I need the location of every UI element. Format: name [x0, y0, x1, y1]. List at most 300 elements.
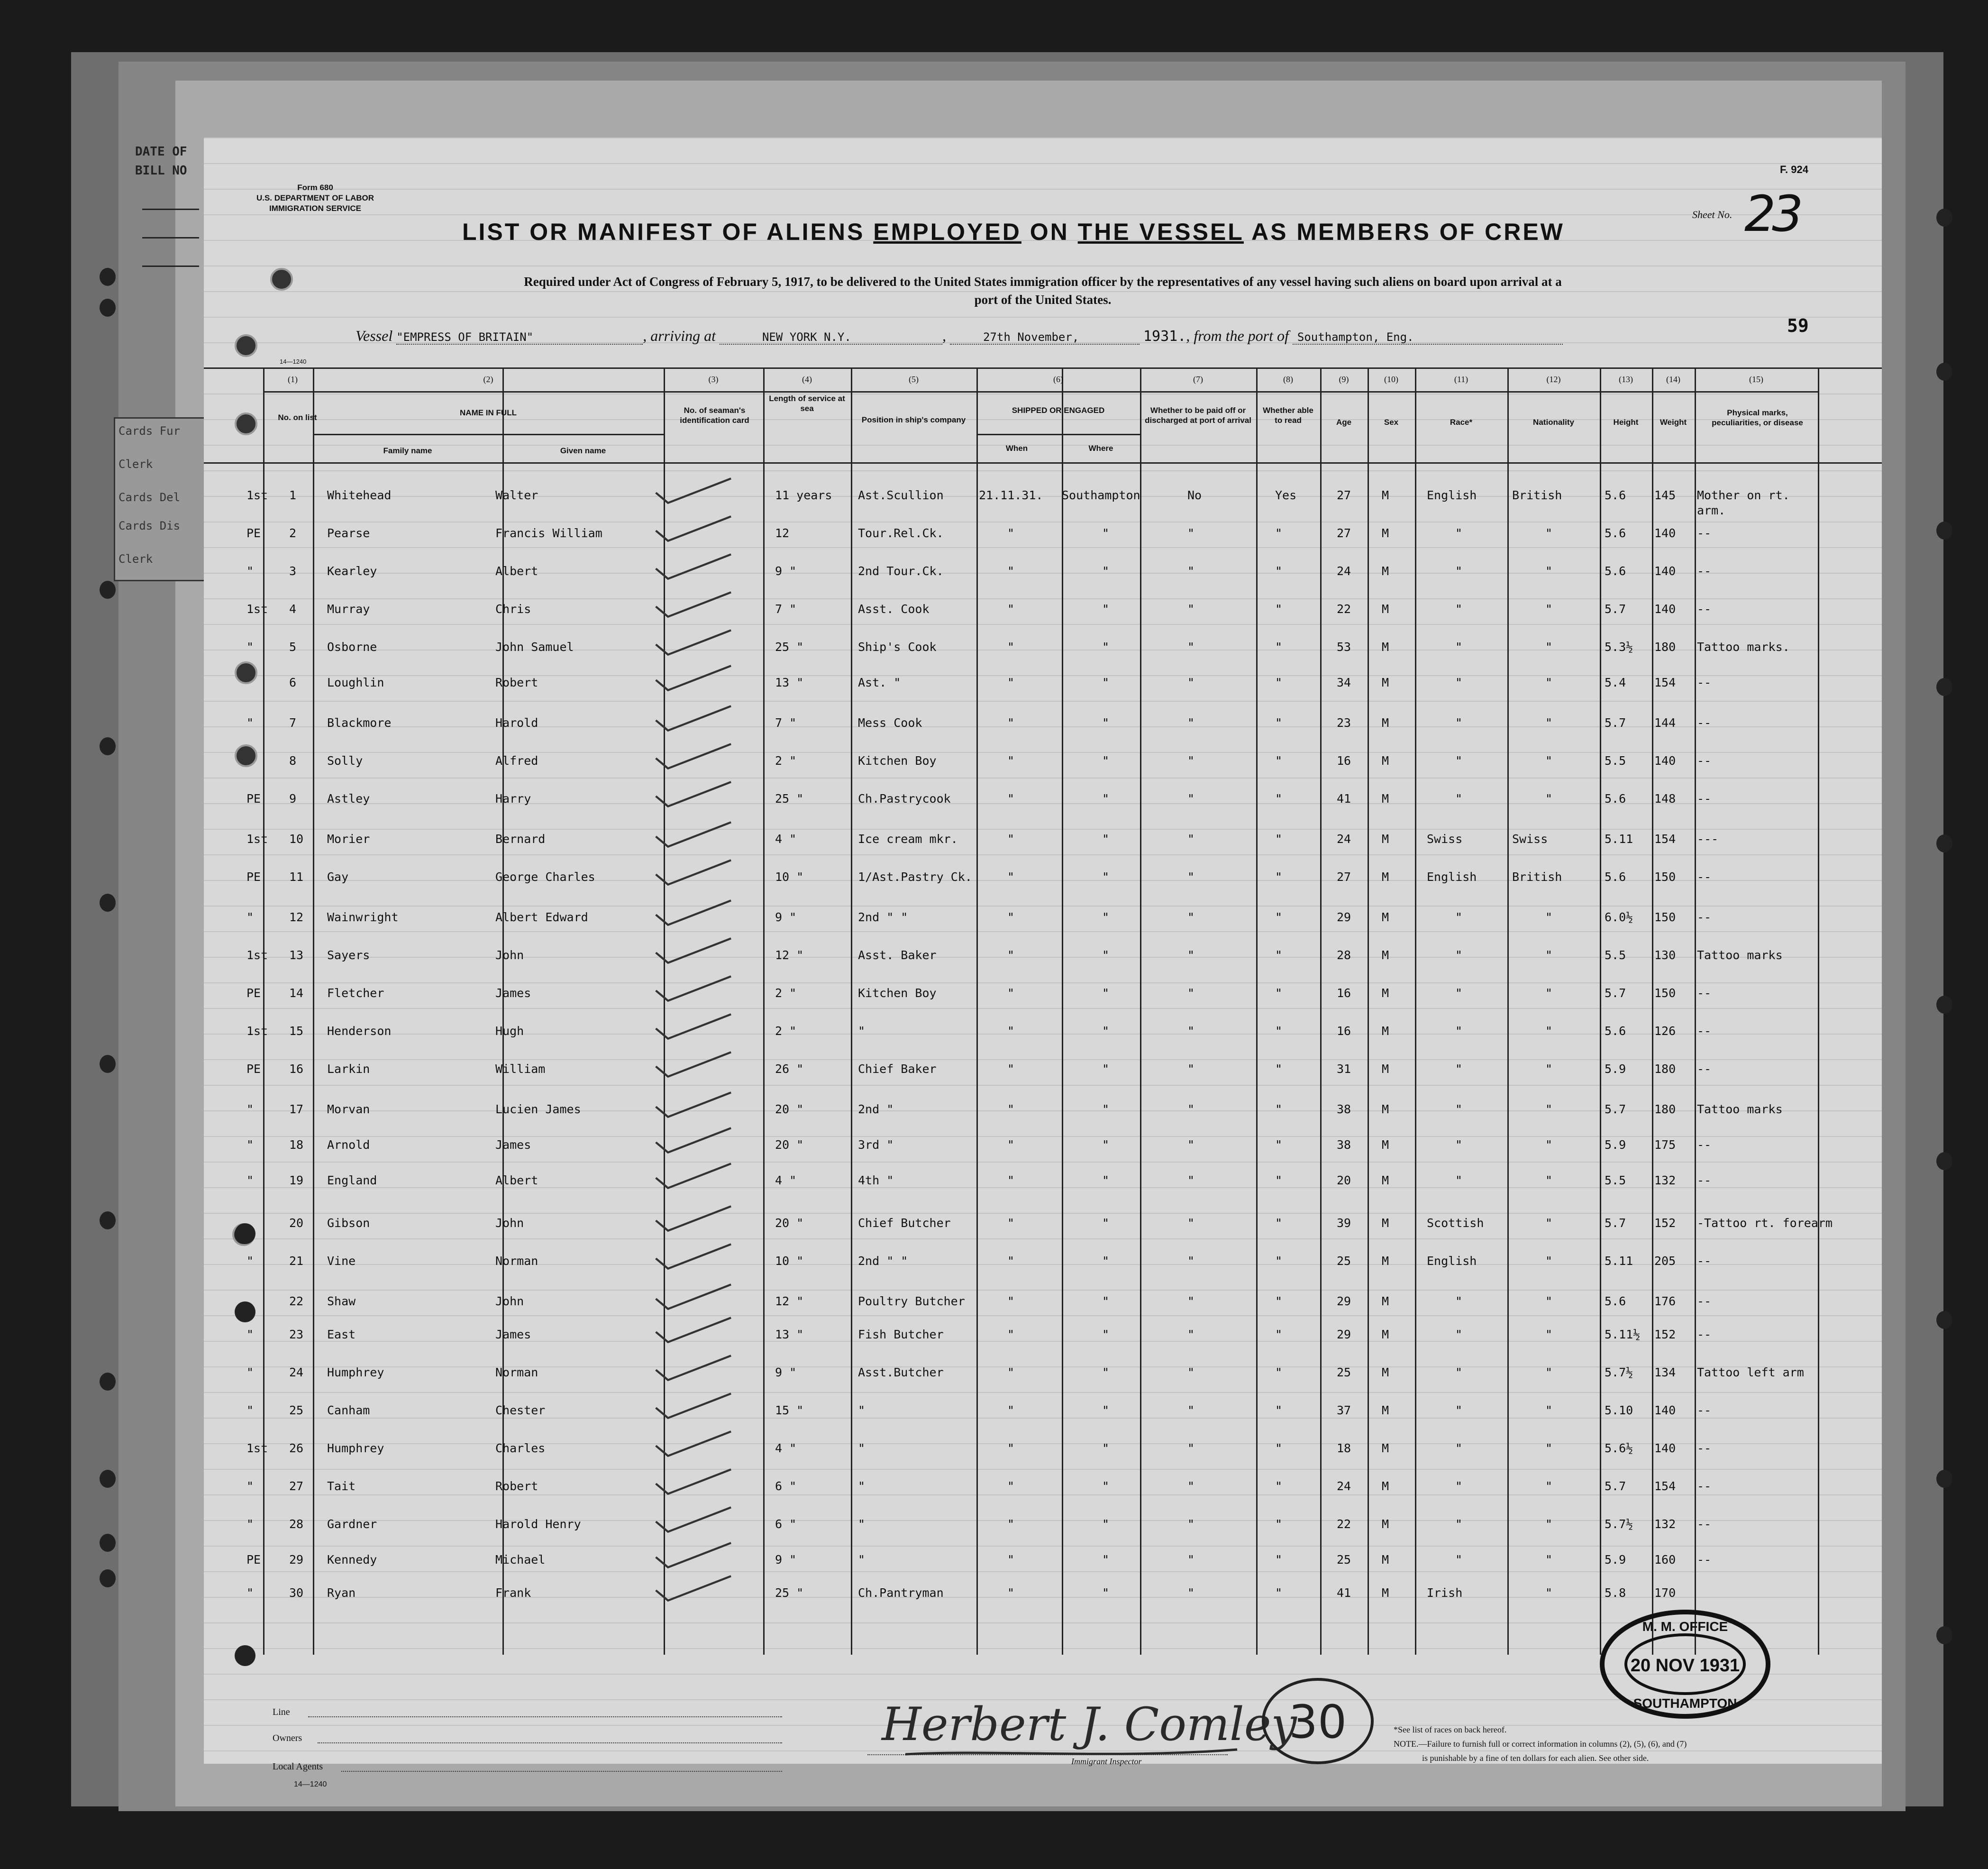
- cell-family: Morvan: [327, 1102, 370, 1116]
- cell-age: 29: [1337, 1328, 1351, 1341]
- cell-race: ": [1455, 640, 1463, 654]
- cell-height: 5.5: [1605, 948, 1626, 962]
- cell-service: 11 years: [775, 488, 832, 502]
- cell-when: ": [1007, 1365, 1015, 1379]
- cell-no: 15: [289, 1024, 304, 1038]
- cell-sex: M: [1382, 910, 1389, 924]
- cell-when: 21.11.31.: [979, 488, 1043, 502]
- cell-race: ": [1455, 948, 1463, 962]
- cell-family: Kennedy: [327, 1553, 377, 1567]
- cell-given: Chester: [495, 1403, 546, 1417]
- cell-height: 5.9: [1605, 1062, 1626, 1076]
- cell-marks: --: [1697, 910, 1712, 924]
- cell-age: 22: [1337, 602, 1351, 616]
- cell-service: 2 ": [775, 1024, 797, 1038]
- cell-marks: --: [1697, 526, 1712, 540]
- cell-position: Asst.Butcher: [858, 1365, 944, 1379]
- punch-hole-dark: [235, 1223, 255, 1244]
- binder-hole: [100, 894, 116, 912]
- agents-field: [341, 1771, 782, 1772]
- total-number: 30: [1288, 1695, 1347, 1749]
- cell-age: 53: [1337, 640, 1351, 654]
- cell-read: ": [1275, 564, 1283, 578]
- cell-marks: Tattoo marks: [1697, 948, 1783, 962]
- col-head-name: NAME IN FULL: [460, 408, 517, 417]
- agents-code: 14—1240: [294, 1780, 327, 1788]
- cell-cls: ": [246, 1254, 254, 1268]
- cell-marks: --: [1697, 602, 1712, 616]
- cell-marks: --: [1697, 1553, 1712, 1567]
- cell-nat: ": [1545, 792, 1553, 806]
- cell-nat: ": [1545, 1479, 1553, 1493]
- id-card-checkmark-icon: [647, 1354, 742, 1382]
- cell-read: ": [1275, 1254, 1283, 1268]
- cell-read: ": [1275, 1294, 1283, 1308]
- table-column-rule: [1256, 367, 1258, 1655]
- cell-position: Ship's Cook: [858, 640, 937, 654]
- cell-where: ": [1102, 1173, 1110, 1187]
- arriving-port: NEW YORK N.Y.: [720, 330, 942, 345]
- form-header: [251, 183, 379, 214]
- punch-hole: [235, 334, 257, 357]
- cell-read: ": [1275, 676, 1283, 689]
- cell-read: ": [1275, 602, 1283, 616]
- cell-nat: ": [1545, 1441, 1553, 1455]
- cell-family: Canham: [327, 1403, 370, 1417]
- cell-where: ": [1102, 870, 1110, 884]
- cell-nat: ": [1545, 1102, 1553, 1116]
- cell-no: 28: [289, 1517, 304, 1531]
- id-card-checkmark-icon: [647, 974, 742, 1003]
- cell-weight: 152: [1654, 1328, 1676, 1341]
- cell-nat: ": [1545, 1328, 1553, 1341]
- cell-cls: 1st: [246, 488, 268, 502]
- cell-given: Albert Edward: [495, 910, 588, 924]
- cell-cls: PE: [246, 870, 261, 884]
- cell-no: 29: [289, 1553, 304, 1567]
- cell-read: ": [1275, 716, 1283, 730]
- cell-service: 2 ": [775, 754, 797, 768]
- col-head-shipped: SHIPPED OR ENGAGED: [1012, 406, 1105, 415]
- cell-age: 29: [1337, 910, 1351, 924]
- cell-marks: --: [1697, 1294, 1712, 1308]
- cell-where: ": [1102, 716, 1110, 730]
- id-card-checkmark-icon: [647, 898, 742, 927]
- stub-date-label: DATE OF: [135, 145, 187, 159]
- binder-hole: [100, 1569, 116, 1587]
- cell-read: ": [1275, 526, 1283, 540]
- id-card-checkmark-icon: [647, 552, 742, 581]
- cell-no: 5: [289, 640, 297, 654]
- cell-service: 12 ": [775, 948, 804, 962]
- cell-no: 20: [289, 1216, 304, 1230]
- cell-position: Ice cream mkr.: [858, 832, 958, 846]
- id-card-checkmark-icon: [647, 1392, 742, 1420]
- fine-note-1: NOTE.—Failure to furnish full or correct information in columns (2), (5), (6), and (7): [1394, 1739, 1687, 1749]
- table-row-rule: [313, 434, 664, 435]
- cell-paid: ": [1187, 832, 1195, 846]
- cell-height: 5.4: [1605, 676, 1626, 689]
- cell-where: ": [1102, 1138, 1110, 1152]
- cell-height: 5.10: [1605, 1403, 1633, 1417]
- cell-service: 25 ": [775, 640, 804, 654]
- cell-where: ": [1102, 526, 1110, 540]
- cell-age: 16: [1337, 986, 1351, 1000]
- cell-given: Bernard: [495, 832, 546, 846]
- id-card-checkmark-icon: [647, 1574, 742, 1603]
- col-number: (13): [1619, 375, 1633, 384]
- cell-marks: -Tattoo rt. forearm: [1697, 1216, 1833, 1230]
- cell-given: James: [495, 986, 531, 1000]
- cell-when: ": [1007, 1024, 1015, 1038]
- stamp-date: 20 NOV 1931: [1630, 1656, 1740, 1676]
- cell-sex: M: [1382, 1403, 1389, 1417]
- stub-bill-label: BILL NO: [135, 164, 187, 178]
- cell-family: Osborne: [327, 640, 377, 654]
- col-head-no: No. on list: [278, 413, 317, 422]
- cell-service: 20 ": [775, 1102, 804, 1116]
- col-head-when: When: [1005, 444, 1028, 453]
- cell-marks: Tattoo left arm: [1697, 1365, 1804, 1379]
- cell-nat: ": [1545, 526, 1553, 540]
- cell-sex: M: [1382, 602, 1389, 616]
- cell-height: 5.6: [1605, 1024, 1626, 1038]
- cell-position: 2nd " ": [858, 1254, 908, 1268]
- cell-family: Shaw: [327, 1294, 356, 1308]
- cell-cls: ": [246, 716, 254, 730]
- cell-marks: ---: [1697, 832, 1719, 846]
- cell-race: English: [1427, 1254, 1477, 1268]
- cell-when: ": [1007, 1479, 1015, 1493]
- cell-given: Lucien James: [495, 1102, 581, 1116]
- cell-when: ": [1007, 870, 1015, 884]
- col-head-marks: Physical marks, peculiarities, or disease: [1712, 408, 1803, 427]
- cell-weight: 154: [1654, 676, 1676, 689]
- cell-position: Kitchen Boy: [858, 986, 937, 1000]
- cell-given: Harold Henry: [495, 1517, 581, 1531]
- cell-sex: M: [1382, 1102, 1389, 1116]
- cell-position: Fish Butcher: [858, 1328, 944, 1341]
- inspector-signature: [877, 1683, 1297, 1768]
- cell-marks: Tattoo marks.: [1697, 640, 1790, 654]
- cell-marks: --: [1697, 716, 1712, 730]
- sheet-number: 23: [1744, 185, 1800, 243]
- cell-race: ": [1455, 1138, 1463, 1152]
- cell-given: Alfred: [495, 754, 538, 768]
- id-card-checkmark-icon: [647, 628, 742, 657]
- cell-age: 38: [1337, 1102, 1351, 1116]
- cell-marks: --: [1697, 1517, 1712, 1531]
- cell-weight: 205: [1654, 1254, 1676, 1268]
- stub-line: Cards Del: [119, 491, 181, 504]
- cell-where: ": [1102, 1254, 1110, 1268]
- cell-where: ": [1102, 1024, 1110, 1038]
- cell-read: ": [1275, 1024, 1283, 1038]
- cell-marks: --: [1697, 1403, 1712, 1417]
- cell-given: Francis William: [495, 526, 602, 540]
- cell-race: ": [1455, 716, 1463, 730]
- cell-no: 26: [289, 1441, 304, 1455]
- cell-race: ": [1455, 1294, 1463, 1308]
- cell-position: ": [858, 1517, 866, 1531]
- cell-sex: M: [1382, 1553, 1389, 1567]
- cell-where: ": [1102, 1365, 1110, 1379]
- cell-family: Arnold: [327, 1138, 370, 1152]
- cell-race: ": [1455, 526, 1463, 540]
- cell-no: 19: [289, 1173, 304, 1187]
- sheet-no-label: Sheet No.: [1692, 209, 1733, 220]
- table-column-rule: [1652, 367, 1653, 1655]
- cell-age: 41: [1337, 792, 1351, 806]
- cell-family: Kearley: [327, 564, 377, 578]
- cell-position: Ch.Pantryman: [858, 1586, 944, 1600]
- id-card-checkmark-icon: [647, 1090, 742, 1119]
- cell-marks: --: [1697, 1328, 1712, 1341]
- cell-when: ": [1007, 1517, 1015, 1531]
- cell-no: 16: [289, 1062, 304, 1076]
- cell-paid: ": [1187, 526, 1195, 540]
- cell-race: ": [1455, 564, 1463, 578]
- fine-note-2: is punishable by a fine of ten dollars for each alien. See other side.: [1422, 1753, 1649, 1763]
- cell-read: ": [1275, 1216, 1283, 1230]
- cell-sex: M: [1382, 1062, 1389, 1076]
- cell-no: 18: [289, 1138, 304, 1152]
- cell-when: ": [1007, 1138, 1015, 1152]
- cell-height: 5.11: [1605, 832, 1633, 846]
- cell-position: ": [858, 1479, 866, 1493]
- cell-weight: 150: [1654, 870, 1676, 884]
- cell-sex: M: [1382, 640, 1389, 654]
- cell-family: Pearse: [327, 526, 370, 540]
- id-card-checkmark-icon: [647, 1050, 742, 1079]
- cell-position: Chief Baker: [858, 1062, 937, 1076]
- cell-sex: M: [1382, 1138, 1389, 1152]
- cell-nat: ": [1545, 1553, 1553, 1567]
- cell-where: ": [1102, 1441, 1110, 1455]
- cell-position: Poultry Butcher: [858, 1294, 965, 1308]
- cell-family: Ryan: [327, 1586, 356, 1600]
- cell-when: ": [1007, 754, 1015, 768]
- cell-weight: 160: [1654, 1553, 1676, 1567]
- cell-read: ": [1275, 1365, 1283, 1379]
- cell-read: ": [1275, 1328, 1283, 1341]
- cell-cls: ": [246, 564, 254, 578]
- cell-cls: PE: [246, 1553, 261, 1567]
- cell-paid: ": [1187, 676, 1195, 689]
- cell-when: ": [1007, 640, 1015, 654]
- cell-when: ": [1007, 564, 1015, 578]
- cell-age: 23: [1337, 716, 1351, 730]
- cell-family: Gibson: [327, 1216, 370, 1230]
- cell-weight: 180: [1654, 1102, 1676, 1116]
- cell-height: 5.7½: [1605, 1365, 1633, 1379]
- table-column-rule: [1320, 367, 1322, 1655]
- cell-given: James: [495, 1328, 531, 1341]
- service-name: IMMIGRATION SERVICE: [269, 204, 361, 213]
- cell-when: ": [1007, 1254, 1015, 1268]
- cell-where: ": [1102, 792, 1110, 806]
- cell-no: 23: [289, 1328, 304, 1341]
- cell-service: 9 ": [775, 1553, 797, 1567]
- cell-family: Blackmore: [327, 716, 392, 730]
- cell-weight: 130: [1654, 948, 1676, 962]
- cell-nat: ": [1545, 986, 1553, 1000]
- cell-paid: ": [1187, 716, 1195, 730]
- cell-paid: ": [1187, 1328, 1195, 1341]
- vessel-label: Vessel: [356, 327, 393, 344]
- cell-read: ": [1275, 1138, 1283, 1152]
- id-card-checkmark-icon: [647, 858, 742, 887]
- cell-family: Whitehead: [327, 488, 392, 502]
- races-note: *See list of races on back hereof.: [1394, 1725, 1507, 1734]
- cell-read: ": [1275, 1479, 1283, 1493]
- cell-sex: M: [1382, 488, 1389, 502]
- col-head-weight: Weight: [1660, 418, 1687, 427]
- table-column-rule: [1368, 367, 1369, 1655]
- cell-cls: ": [246, 640, 254, 654]
- cell-sex: M: [1382, 1024, 1389, 1038]
- cell-weight: 140: [1654, 526, 1676, 540]
- cell-race: Swiss: [1427, 832, 1463, 846]
- cell-height: 5.6: [1605, 870, 1626, 884]
- id-card-checkmark-icon: [647, 1467, 742, 1496]
- cell-nat: ": [1545, 1403, 1553, 1417]
- cell-marks: --: [1697, 1254, 1712, 1268]
- cell-race: ": [1455, 1024, 1463, 1038]
- cell-sex: M: [1382, 1216, 1389, 1230]
- cell-given: Charles: [495, 1441, 546, 1455]
- punch-hole: [270, 268, 293, 291]
- subtitle-line: Required under Act of Congress of February 5, 1917, to be delivered to the United States immigration officer by the representatives of any vessel having such aliens on board upon arrival at a: [524, 275, 1562, 289]
- cell-given: Frank: [495, 1586, 531, 1600]
- cell-marks: --: [1697, 1138, 1712, 1152]
- agents-label: Local Agents: [273, 1761, 323, 1772]
- cell-given: George Charles: [495, 870, 595, 884]
- cell-marks: --: [1697, 1441, 1712, 1455]
- cell-no: 24: [289, 1365, 304, 1379]
- cell-when: ": [1007, 832, 1015, 846]
- col-number: (4): [802, 375, 812, 384]
- cell-no: 13: [289, 948, 304, 962]
- cell-nat: ": [1545, 1024, 1553, 1038]
- binder-hole: [1936, 996, 1952, 1014]
- cell-paid: ": [1187, 1403, 1195, 1417]
- cell-nat: ": [1545, 948, 1553, 962]
- cell-paid: ": [1187, 1024, 1195, 1038]
- cell-no: 12: [289, 910, 304, 924]
- cell-weight: 144: [1654, 716, 1676, 730]
- cell-service: 12: [775, 526, 790, 540]
- cell-nat: ": [1545, 640, 1553, 654]
- cell-age: 24: [1337, 564, 1351, 578]
- binder-hole: [1936, 209, 1952, 227]
- punch-hole: [235, 744, 257, 767]
- cell-where: ": [1102, 1294, 1110, 1308]
- cell-paid: ": [1187, 1254, 1195, 1268]
- cell-where: ": [1102, 1216, 1110, 1230]
- cell-cls: ": [246, 910, 254, 924]
- id-card-checkmark-icon: [647, 1204, 742, 1233]
- cell-read: ": [1275, 832, 1283, 846]
- cell-weight: 176: [1654, 1294, 1676, 1308]
- cell-where: ": [1102, 910, 1110, 924]
- cell-where: ": [1102, 832, 1110, 846]
- cell-marks: --: [1697, 676, 1712, 689]
- cell-read: ": [1275, 948, 1283, 962]
- binder-hole: [100, 299, 116, 317]
- cell-race: ": [1455, 1517, 1463, 1531]
- cell-sex: M: [1382, 754, 1389, 768]
- cell-marks-continued: arm.: [1697, 504, 1726, 517]
- cell-service: 6 ": [775, 1517, 797, 1531]
- cell-given: Walter: [495, 488, 538, 502]
- cell-sex: M: [1382, 1328, 1389, 1341]
- cell-no: 22: [289, 1294, 304, 1308]
- cell-paid: ": [1187, 870, 1195, 884]
- cell-no: 10: [289, 832, 304, 846]
- stub-line: Clerk: [119, 552, 153, 566]
- id-card-checkmark-icon: [647, 780, 742, 808]
- cell-service: 20 ": [775, 1216, 804, 1230]
- cell-sex: M: [1382, 1441, 1389, 1455]
- title-part: ON: [1021, 219, 1078, 245]
- cell-family: Wainwright: [327, 910, 399, 924]
- cell-marks: --: [1697, 1173, 1712, 1187]
- table-column-rule: [1415, 367, 1416, 1655]
- cell-when: ": [1007, 1441, 1015, 1455]
- cell-nat: ": [1545, 1586, 1553, 1600]
- stub-dash: [142, 237, 199, 238]
- cell-where: ": [1102, 754, 1110, 768]
- cell-weight: 154: [1654, 1479, 1676, 1493]
- cell-height: 5.7: [1605, 716, 1626, 730]
- cell-height: 5.7: [1605, 602, 1626, 616]
- cell-weight: 140: [1654, 1441, 1676, 1455]
- cell-where: ": [1102, 676, 1110, 689]
- id-card-checkmark-icon: [647, 1316, 742, 1344]
- cell-sex: M: [1382, 1586, 1389, 1600]
- cell-sex: M: [1382, 716, 1389, 730]
- cell-service: 13 ": [775, 1328, 804, 1341]
- col-number: (7): [1193, 375, 1203, 384]
- cell-cls: 1st: [246, 1024, 268, 1038]
- cell-given: Chris: [495, 602, 531, 616]
- cell-no: 27: [289, 1479, 304, 1493]
- cell-position: 2nd ": [858, 1102, 894, 1116]
- cell-nat: ": [1545, 1216, 1553, 1230]
- cell-height: 5.7½: [1605, 1517, 1633, 1531]
- cell-service: 10 ": [775, 870, 804, 884]
- cell-height: 5.11½: [1605, 1328, 1641, 1341]
- title-part-underlined: EMPLOYED: [873, 219, 1021, 245]
- cell-height: 5.6: [1605, 1294, 1626, 1308]
- cell-family: Solly: [327, 754, 363, 768]
- cell-where: ": [1102, 1553, 1110, 1567]
- cell-nat: ": [1545, 716, 1553, 730]
- cell-when: ": [1007, 1403, 1015, 1417]
- cell-where: ": [1102, 1586, 1110, 1600]
- cell-height: 5.3½: [1605, 640, 1633, 654]
- col-head-family: Family name: [383, 446, 432, 455]
- cell-service: 9 ": [775, 564, 797, 578]
- binder-hole: [1936, 1311, 1952, 1329]
- cell-race: ": [1455, 1441, 1463, 1455]
- vessel-row: Vessel "EMPRESS OF BRITAIN" , arriving at NEW YORK N.Y. , 27th November, 1931., from the port of Southampton, Eng.: [356, 327, 1563, 345]
- cell-weight: 152: [1654, 1216, 1676, 1230]
- cell-paid: ": [1187, 1586, 1195, 1600]
- cell-nat: ": [1545, 1365, 1553, 1379]
- cell-age: 25: [1337, 1553, 1351, 1567]
